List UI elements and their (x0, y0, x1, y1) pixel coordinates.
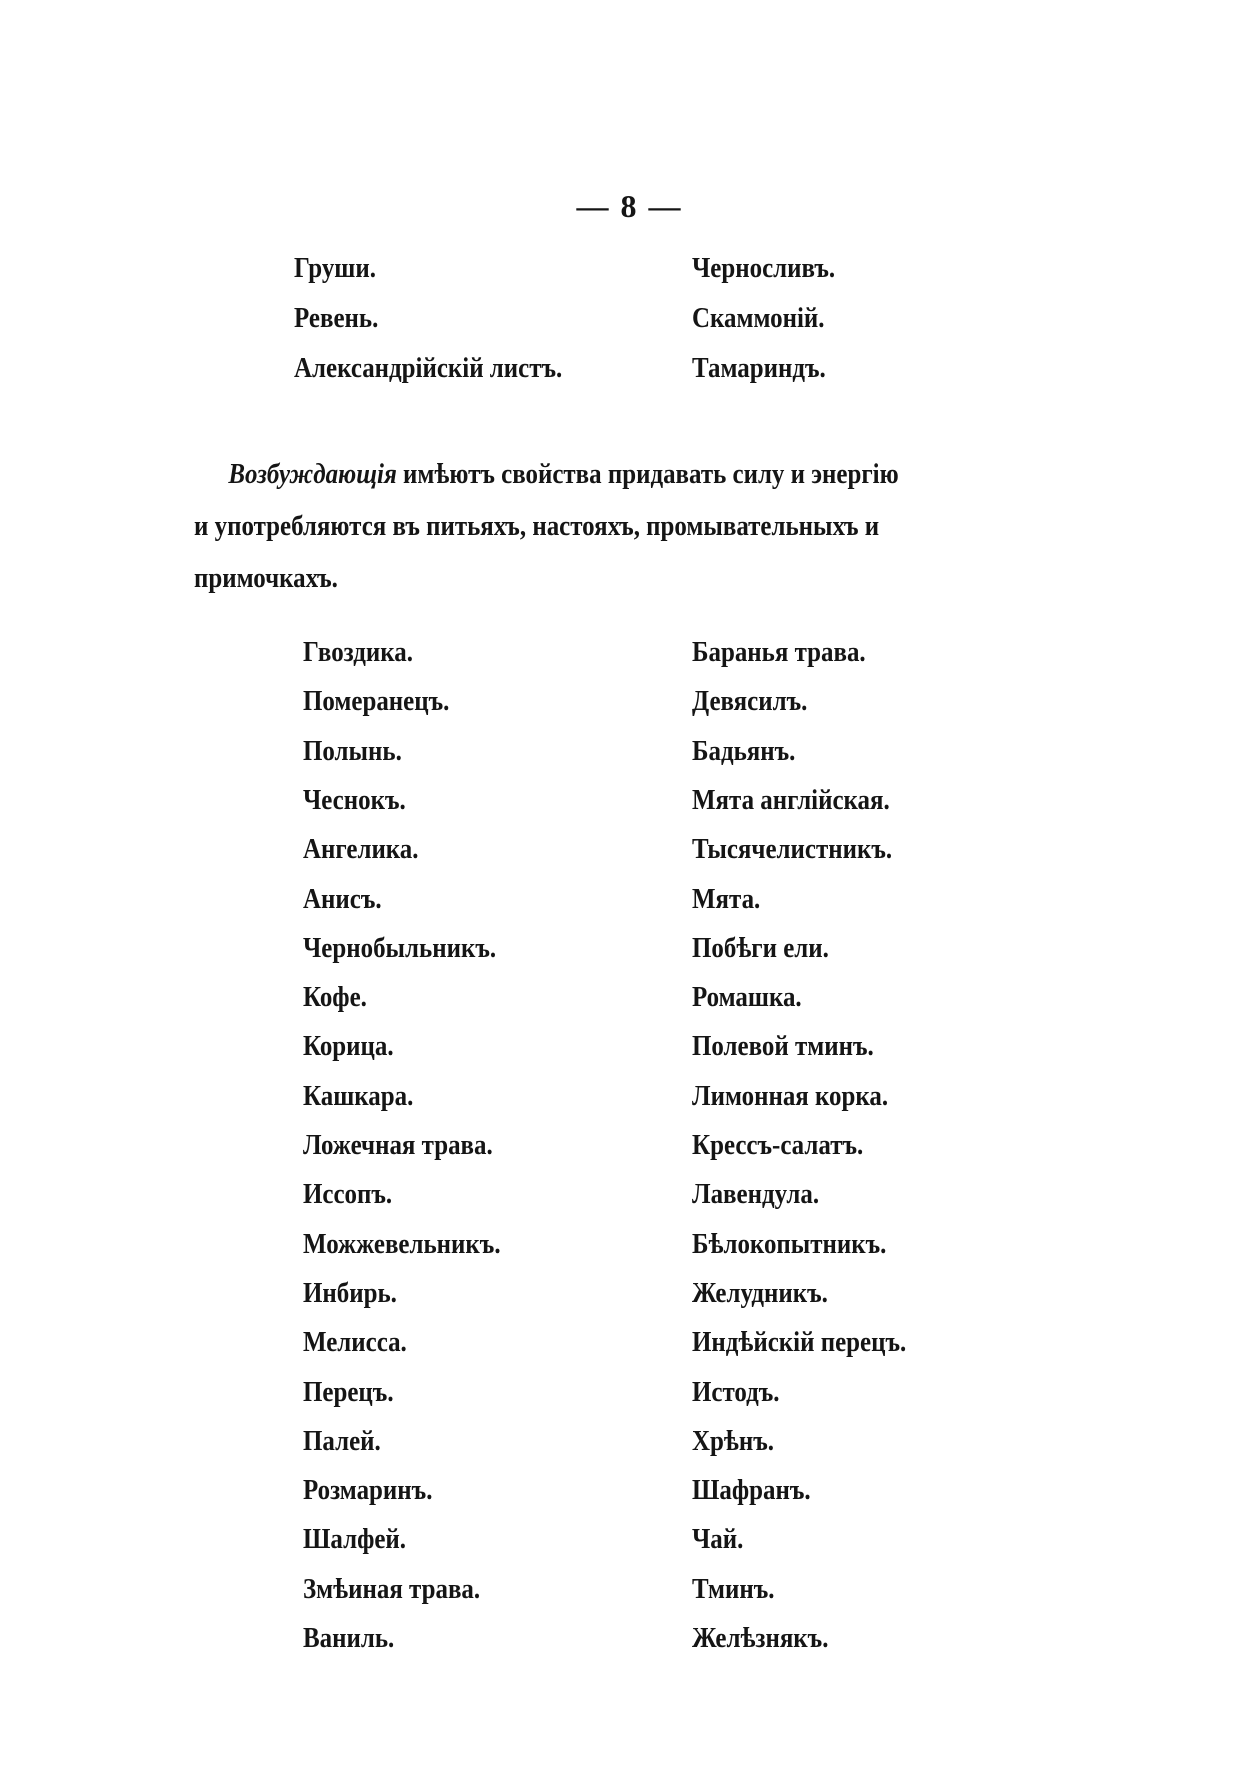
main-list-right-item: Лимонная корка. (692, 1080, 889, 1112)
main-list-left-item: Инбирь. (303, 1277, 397, 1309)
main-list-right-item: Шафранъ. (692, 1474, 811, 1506)
top-list-right-item: Тамариндъ. (692, 352, 826, 384)
main-list-right-item: Желудникъ. (692, 1277, 828, 1309)
main-list-right-item: Полевой тминъ. (692, 1030, 874, 1062)
main-list-left-item: Корица. (303, 1030, 394, 1062)
paragraph-line-2: и употребляются въ питьяхъ, настояхъ, промывательныхъ и (194, 510, 880, 542)
top-list-left-item: Груши. (294, 252, 376, 284)
main-list-right-item: Бадьянъ. (692, 735, 796, 767)
paragraph-line-1-rest: имѣютъ свойства придавать силу и энергію (396, 458, 899, 490)
intro-paragraph (194, 448, 1226, 604)
main-list-left-item: Ангелика. (303, 833, 419, 865)
main-list-left-item: Кофе. (303, 981, 367, 1013)
paragraph-line-1 (194, 448, 1226, 500)
main-list-left-item: Полынь. (303, 735, 402, 767)
main-list-left-item: Померанецъ. (303, 685, 450, 717)
main-list-left-item: Иссопъ. (303, 1178, 393, 1210)
main-list-right-item: Желѣзнякъ. (692, 1622, 829, 1654)
main-list-right-item: Тминъ. (692, 1573, 775, 1605)
main-list-left-item: Ваниль. (303, 1622, 395, 1654)
main-list-left-item: Чеснокъ. (303, 784, 406, 816)
paragraph-lead: Возбуждающія (228, 458, 397, 490)
main-list-right-item: Мята англійская. (692, 784, 890, 816)
main-list-right-item: Бѣлокопытникъ. (692, 1228, 887, 1260)
top-list-left-item: Александрійскій листъ. (294, 352, 563, 384)
main-list-right-item: Побѣги ели. (692, 932, 829, 964)
main-list-left-item: Шалфей. (303, 1523, 407, 1555)
main-list-right-item: Мята. (692, 883, 761, 915)
main-list-right-item: Крессъ-салатъ. (692, 1129, 864, 1161)
main-list-left-item: Перецъ. (303, 1376, 394, 1408)
top-list-right-item: Черносливъ. (692, 252, 836, 284)
main-list-right-item: Индѣйскій перецъ. (692, 1326, 907, 1358)
top-list-left-item: Ревень. (294, 302, 379, 334)
main-list-left-item: Змѣиная трава. (303, 1573, 481, 1605)
main-list-left-item: Анисъ. (303, 883, 382, 915)
main-list-left-item: Можжевельникъ. (303, 1228, 501, 1260)
page-number: — 8 — (576, 188, 683, 224)
main-list-left-item: Мелисса. (303, 1326, 407, 1358)
main-list-right-item: Девясилъ. (692, 685, 808, 717)
main-list-left-item: Ложечная трава. (303, 1129, 493, 1161)
main-list-right-item: Баранья трава. (692, 636, 866, 668)
top-list-right-item: Скаммоній. (692, 302, 825, 334)
paragraph-line-3: примочкахъ. (194, 562, 338, 594)
main-list-left-item: Чернобыльникъ. (303, 932, 497, 964)
main-list-right-item: Хрѣнъ. (692, 1425, 774, 1457)
main-list-right-item: Лавендула. (692, 1178, 820, 1210)
main-list-right-item: Истодъ. (692, 1376, 780, 1408)
main-list-left-item: Розмаринъ. (303, 1474, 433, 1506)
main-list-left-item: Кашкара. (303, 1080, 414, 1112)
main-list-left-item: Гвоздика. (303, 636, 413, 668)
main-list-right-item: Чай. (692, 1523, 744, 1555)
main-list-right-item: Ромашка. (692, 981, 802, 1013)
main-list-left-item: Палей. (303, 1425, 381, 1457)
main-list-right-item: Тысячелистникъ. (692, 833, 893, 865)
